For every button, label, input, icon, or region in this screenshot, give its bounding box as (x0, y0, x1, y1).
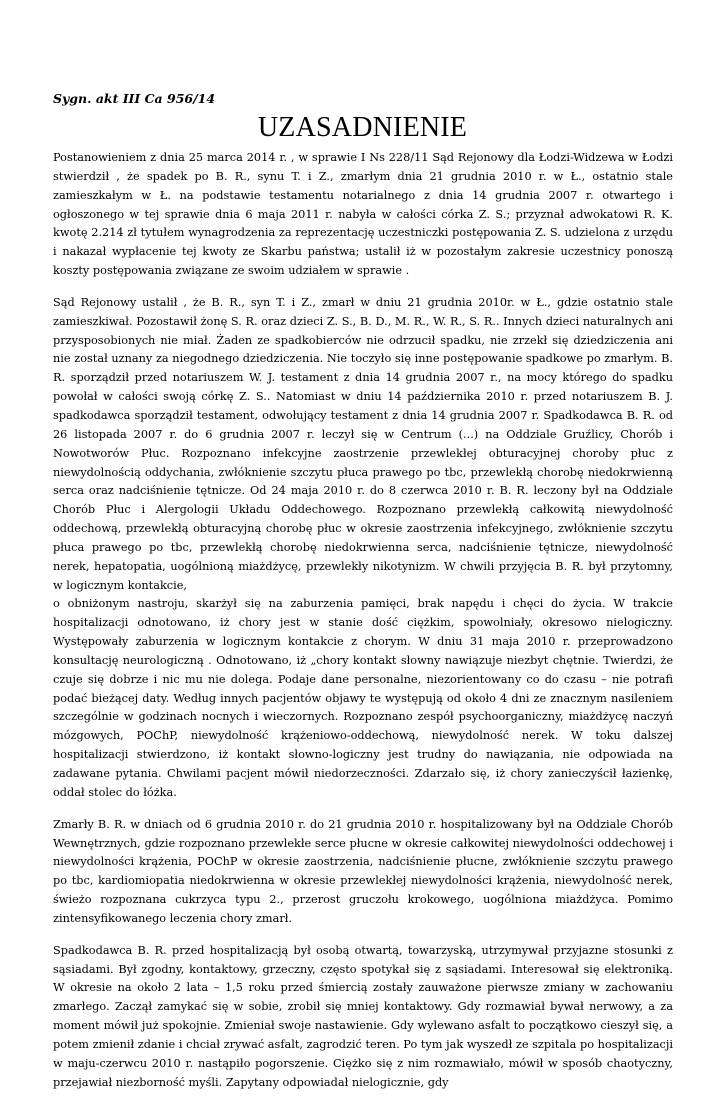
paragraph-ruling: Postanowieniem z dnia 25 marca 2014 r. , w sprawie I Ns 228/11 Sąd Rejonowy dla Łodzi-Widzewa w Łodzi stwierdził , że spadek po B. R., synu T. i Z., zmarłym dnia 21 grudnia 2010 r. w Ł., ostatnio stale zamieszkałym w Ł. na podstawie testamentu notarialnego z dnia 14 grudnia 2007 r. otwartego i ogłoszonego w tej sprawie dnia 6 maja 2011 r. nabyła w całości córka Z. S.; przyznał adwokatowi R. K. kwotę 2.214 zł tytułem wynagrodzenia za reprezentację uczestniczki postępowania Z. S. udzielona z urzędu i nakazał wypłacenie tej kwoty ze Skarbu państwa; ustalił iż w pozostałym zakresie uczestnicy ponoszą koszty postępowania związane ze swoim udziałem w sprawie . (53, 151, 673, 278)
paragraph-findings: Sąd Rejonowy ustalił , że B. R., syn T. i Z., zmarł w dniu 21 grudnia 2010r. w Ł., gdzie ostatnio stale zamieszkiwał. Pozostawił żonę S. R. oraz dzieci Z. S., B. D., M. R., W. R., S. R.. Innych dzieci naturalnych ani przysposobionych nie miał. Żaden ze spadkobierców nie odrzucił spadku, nie zrzekł się dziedziczenia ani nie został uznany za niegodnego dziedziczenia. Nie toczyło się inne postępowanie spadkowe po zmarłym. B. R. sporządził przed notariuszem W. J. testament z dnia 14 grudnia 2007 r., na mocy którego do spadku powołał w całości swoją córkę Z. S.. Natomiast w dniu 14 października 2010 r. przed notariuszem B. J. spadkodawca sporządził testament, odwołujący testament z dnia 14 grudnia 2007 r. Spadkodawca B. R. od 26 listopada 2007 r. do 6 grudnia 2007 r. leczył się w Centrum (...) na Oddziale Gruźlicy, Chorób i Nowotworów Płuc. Rozpoznano infekcyjne zaostrzenie przewlekłej obturacyjnej choroby płuc z niewydolnością oddychania, zwłóknienie szczytu płuca prawego po tbc, przewlekłą chorobę niedokrwienną serca oraz nadciśnienie tętnicze. Od 24 maja 2010 r. do 8 czerwca 2010 r. B. R. leczony był na Oddziale Chorób Płuc i Alergologii Układu Oddechowego. Rozpoznano przewlekłą całkowitą niewydolność oddechową, przewlekłą obturacyjną chorobę płuc w okresie zaostrzenia infekcyjnego, zwłóknienie szczytu płuca prawego po tbc, przewlekłą chorobę niedokrwienna serca, nadciśnienie tętnicze, niewydolność nerek, hepatopatia, uogólnioną miażdżycę, przewlekły nikotynizm. W chwili przyjęcia B. R. był przytomny, w logicznym kontakcie, (53, 295, 673, 592)
document-body (53, 149, 673, 1106)
paragraph-behavior: Spadkodawca B. R. przed hospitalizacją był osobą otwartą, towarzyską, utrzymywał przyjazne stosunki z sąsiadami. Był zgodny, kontaktowy, grzeczny, często spotykał się z sąsiadami. Interesował się elektroniką. W okresie na około 2 lata – 1,5 roku przed śmiercią zostały zauważone pierwsze zmiany w zachowaniu zmarłego. Zaczął zamykać się w sobie, zrobił się mniej kontaktowy. Gdy rozmawiał bywał nerwowy, a za moment mówił już spokojnie. Zmieniał swoje nastawienie. Gdy wylewano asfalt to początkowo cieszył się, a potem zmienił zdanie i chciał zrywać asfalt, zagrodzić teren. Po tym jak wyszedł ze szpitala po hospitalizacji w maju-czerwcu 2010 r. nastąpiło pogorszenie. Ciężko się z nim rozmawiało, mówił w sposób chaotyczny, przejawiał niezborność myśli. Zapytany odpowiadał nielogicznie, gdy (53, 943, 673, 1089)
case-reference: Sygn. akt III Ca 956/14 (53, 91, 216, 106)
document-title: UZASADNIENIE (257, 112, 468, 143)
paragraph-hospitalization: o obniżonym nastroju, skarżył się na zaburzenia pamięci, brak napędu i chęci do życia. W trakcie hospitalizacji odnotowano, iż chory jest w stanie dość ciężkim, spowolniały, okresowo nielogiczny. Występowały zaburzenia w logicznym kontakcie z chorym. W dniu 31 maja 2010 r. przeprowadzono konsultację neurologiczną . Odnotowano, iż „chory kontakt słowny nawiązuje niezbyt chętnie. Twierdzi, że czuje się dobrze i nic mu nie dolega. Podaje dane personalne, niezorientowany co do czasu – nie potrafi podać bieżącej daty. Według innych pacjentów objawy te występują od około 4 dni ze znacznym nasileniem szczególnie w godzinach nocnych i wieczornych. Rozpoznano zespół psychoorganiczny, miażdżycę naczyń mózgowych, POChP, niewydolność krążeniowo-oddechową, niewydolność nerek. W toku dalszej hospitalizacji stwierdzono, iż kontakt słowno-logiczny jest trudny do nawiązania, nie odpowiada na zadawane pytania. Chwilami pacjent mówił niedorzeczności. Zdarzało się, iż chory zanieczyścił łazienkę, oddał stolec do łóżka. (53, 597, 673, 799)
paragraph-final-hospitalization: Zmarły B. R. w dniach od 6 grudnia 2010 r. do 21 grudnia 2010 r. hospitalizowany był na Oddziale Chorób Wewnętrznych, gdzie rozpoznano przewlekłe serce płucne w okresie całkowitej niewydolności oddechowej i niewydolności krążenia, POChP w okresie zaostrzenia, nadciśnienie płucne, zwłóknienie szczytu prawego po tbc, kardiomiopatia niedokrwienna w okresie przewlekłej niewydolności krążenia, niewydolność nerek, świeżo rozpoznana cukrzyca typu 2., przerost gruczołu krokowego, uogólniona miażdżyca. Pomimo zintensyfikowanego leczenia chory zmarł. (53, 817, 673, 925)
